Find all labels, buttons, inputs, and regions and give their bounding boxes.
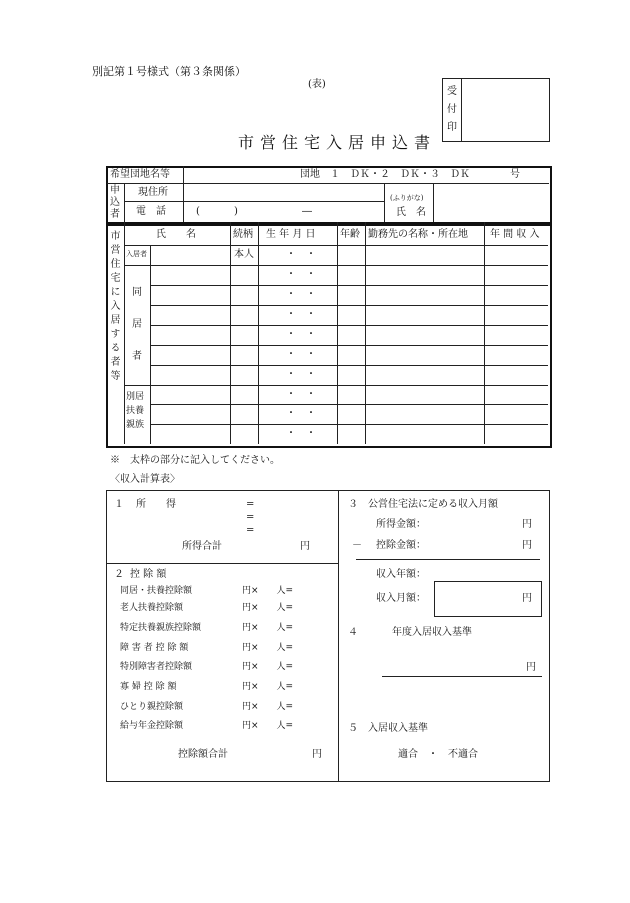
monthly-title: 公営住宅法に定める収入月額 xyxy=(368,499,498,510)
form-side: (表) xyxy=(308,79,326,90)
income-amount-label: 所得金額： xyxy=(376,519,426,530)
name-label: 氏 名 xyxy=(396,207,426,218)
members-table xyxy=(106,222,552,448)
deduction-total-label: 控除額合計 xyxy=(178,749,228,760)
separate-label: 別居 xyxy=(126,392,145,402)
income-total-yen: 円 xyxy=(300,541,310,552)
receipt-char: 印 xyxy=(447,122,457,133)
header-relation: 続柄 xyxy=(233,229,253,240)
applicant-char: 者 xyxy=(110,209,120,220)
deduction-row-unit: 円× 人= xyxy=(242,662,294,672)
self-relation: 本人 xyxy=(234,249,254,260)
monthly-num: ３ xyxy=(348,499,358,510)
phone-dash: ― xyxy=(302,206,312,217)
deduction-row-unit: 円× 人= xyxy=(242,702,294,712)
header-name: 氏 名 xyxy=(156,229,196,240)
page-title: 市営住宅入居申込書 xyxy=(238,133,437,152)
deduction-row-unit: 円× 人= xyxy=(242,586,294,596)
calc-title: 〈収入計算表〉 xyxy=(110,474,180,485)
deduction-row-label: 寡 婦 控 除 額 xyxy=(120,682,177,692)
date-mark: ・ ・ xyxy=(286,269,316,280)
deduction-total-yen: 円 xyxy=(312,749,322,760)
minus-sign: － xyxy=(352,540,362,551)
address-label: 現住所 xyxy=(138,187,168,198)
deduction-row-label: 特定扶養親族控除額 xyxy=(120,623,202,633)
standard-title: 年度入居収入基準 xyxy=(392,627,472,638)
bold-frame-note: ※ 太枠の部分に記入してください。 xyxy=(110,455,280,466)
members-side-label: 市営住宅に入居する者等 xyxy=(108,230,119,384)
desired-complex-values: 団地 １ ＤＫ・２ ＤＫ・３ ＤＫ 号 xyxy=(300,169,520,180)
separate-label: 親族 xyxy=(126,420,145,430)
deduction-row-label: ひとり親控除額 xyxy=(120,702,184,712)
deduction-title: 控 除 額 xyxy=(130,569,167,580)
phone-paren-close: ) xyxy=(234,206,238,217)
date-mark: ・ ・ xyxy=(286,329,316,340)
header-birthdate: 生 年 月 日 xyxy=(266,229,316,240)
standard-yen: 円 xyxy=(526,662,536,673)
income-num: １ xyxy=(114,499,124,510)
phone-paren-open: ( xyxy=(196,206,200,217)
income-amount-yen: 円 xyxy=(522,519,532,530)
desired-complex-label: 希望団地名等 xyxy=(110,169,170,180)
monthly-income-label: 収入月額： xyxy=(376,593,426,604)
deduction-row-label: 給与年金控除額 xyxy=(120,721,184,731)
deduction-row-unit: 円× 人= xyxy=(242,721,294,731)
income-eq: = xyxy=(246,512,255,523)
receipt-stamp-box xyxy=(442,78,550,142)
separate-label: 扶養 xyxy=(126,406,145,416)
receipt-char: 受 xyxy=(447,86,457,97)
deduction-row-unit: 円× 人= xyxy=(242,603,294,613)
deduction-row-unit: 円× 人= xyxy=(242,623,294,633)
date-mark: ・ ・ xyxy=(286,428,316,439)
date-mark: ・ ・ xyxy=(286,289,316,300)
date-mark: ・ ・ xyxy=(286,389,316,400)
phone-label: 電 話 xyxy=(136,206,166,217)
header-workplace: 勤務先の名称・所在地 xyxy=(368,229,468,240)
date-mark: ・ ・ xyxy=(286,349,316,360)
income-eq: = xyxy=(246,525,255,536)
deduction-num: ２ xyxy=(114,569,124,580)
applicant-char: 申 xyxy=(110,185,120,196)
deduct-amount-label: 控除金額： xyxy=(376,540,426,551)
income-total-label: 所得合計 xyxy=(182,541,222,552)
form-number: 別記第１号様式（第３条関係） xyxy=(92,65,246,78)
header-age: 年齢 xyxy=(340,229,360,240)
monthly-income-yen: 円 xyxy=(522,593,532,604)
receipt-char: 付 xyxy=(447,104,457,115)
deduction-row-unit: 円× 人= xyxy=(242,643,294,653)
income-calc-table xyxy=(106,490,550,782)
date-mark: ・ ・ xyxy=(286,369,316,380)
deduction-row-label: 同居・扶養控除額 xyxy=(120,586,193,596)
deduction-row-label: 老人扶養控除額 xyxy=(120,603,184,613)
standard-num: ４ xyxy=(348,627,358,638)
date-mark: ・ ・ xyxy=(286,408,316,419)
income-label: 所 得 xyxy=(136,499,176,510)
annual-income-label: 収入年額： xyxy=(376,569,426,580)
criteria-result: 適合 ・ 不適合 xyxy=(398,749,478,760)
deduction-row-label: 特別障害者控除額 xyxy=(120,662,193,672)
deduct-amount-yen: 円 xyxy=(522,540,532,551)
deduction-row-label: 障 害 者 控 除 額 xyxy=(120,643,189,653)
date-mark: ・ ・ xyxy=(286,249,316,260)
income-eq: = xyxy=(246,499,255,510)
criteria-title: 入居収入基準 xyxy=(368,723,428,734)
self-label: 入居者 xyxy=(126,250,147,258)
applicant-char: 込 xyxy=(110,197,120,208)
deduction-row-unit: 円× 人= xyxy=(242,682,294,692)
furigana-label: (ふりがな) xyxy=(390,194,424,202)
header-income: 年 間 収 入 xyxy=(490,229,540,240)
cohabitant-char: 居 xyxy=(132,319,142,330)
cohabitant-char: 同 xyxy=(132,287,142,298)
date-mark: ・ ・ xyxy=(286,309,316,320)
criteria-num: ５ xyxy=(348,723,358,734)
cohabitant-char: 者 xyxy=(132,351,142,362)
